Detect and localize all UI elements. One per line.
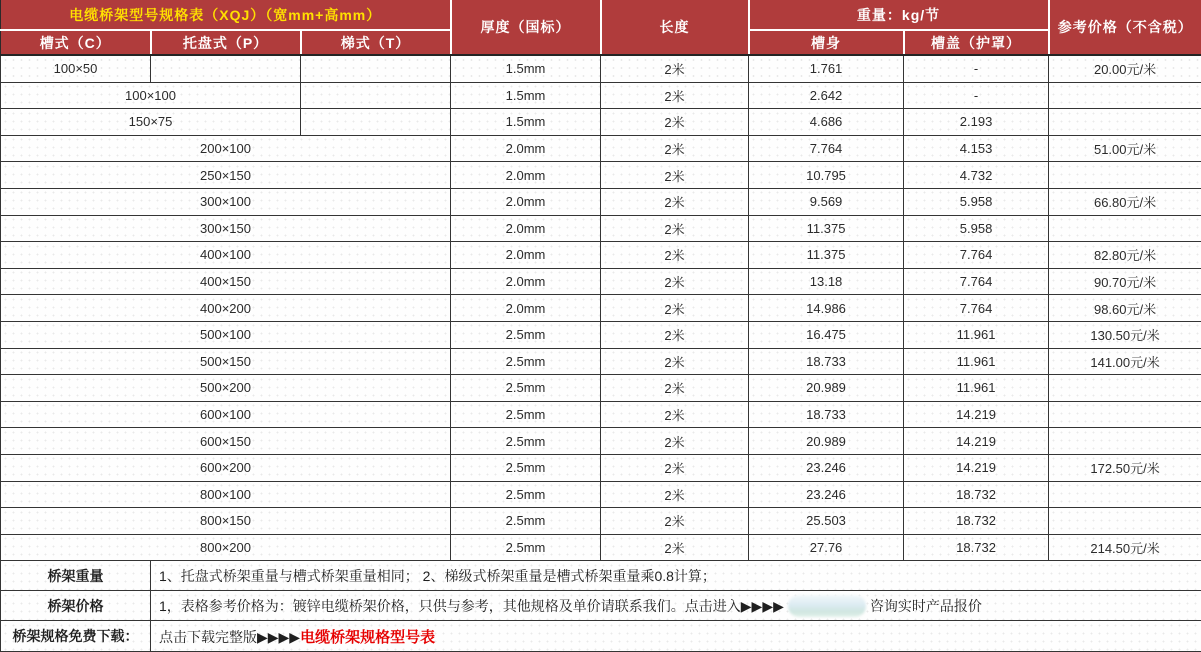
cell-price: 98.60元/米 [1049, 295, 1201, 322]
cell-length: 2米 [601, 55, 749, 82]
cell-weight-cover: 11.961 [904, 321, 1049, 348]
cell-weight-cover: - [904, 82, 1049, 109]
cell-price: 66.80元/米 [1049, 188, 1201, 215]
cell-weight-body: 20.989 [749, 375, 904, 402]
cell-length: 2米 [601, 321, 749, 348]
cell-weight-cover: 5.958 [904, 188, 1049, 215]
cell-thickness: 2.0mm [451, 188, 601, 215]
table-row [1, 215, 1201, 242]
spec-table-body [1, 55, 1201, 561]
cell-weight-cover: 7.764 [904, 295, 1049, 322]
cell-price [1049, 162, 1201, 189]
cell-weight-body: 4.686 [749, 109, 904, 136]
cell-thickness: 2.5mm [451, 534, 601, 561]
cell-price: 141.00元/米 [1049, 348, 1201, 375]
cell-weight-cover: 11.961 [904, 375, 1049, 402]
cell-price [1049, 375, 1201, 402]
note-row-price [1, 591, 1201, 621]
cell-thickness: 2.5mm [451, 401, 601, 428]
cell-weight-body: 11.375 [749, 242, 904, 269]
price-note-after: 咨询实时产品报价 [870, 598, 982, 614]
cell-weight-body: 23.246 [749, 454, 904, 481]
cell-price [1049, 401, 1201, 428]
table-row [1, 109, 1201, 136]
cell-price: 172.50元/米 [1049, 454, 1201, 481]
cell-length: 2米 [601, 135, 749, 162]
cell-length: 2米 [601, 82, 749, 109]
cell-length: 2米 [601, 454, 749, 481]
cell-size: 600×100 [1, 401, 451, 428]
cell-thickness: 2.0mm [451, 295, 601, 322]
table-row [1, 534, 1201, 561]
header-trough-type: 槽式（C） [1, 30, 151, 55]
cell-thickness: 2.0mm [451, 162, 601, 189]
cell-thickness: 1.5mm [451, 82, 601, 109]
cell-thickness: 1.5mm [451, 109, 601, 136]
table-row [1, 268, 1201, 295]
note-row-download [1, 621, 1201, 652]
table-row [1, 454, 1201, 481]
cell-length: 2米 [601, 401, 749, 428]
cell-length: 2米 [601, 375, 749, 402]
redacted-contact [788, 595, 866, 617]
cell-size: 600×150 [1, 428, 451, 455]
cell-size: 100×100 [1, 82, 301, 109]
download-text: 点击下载完整版▶▶▶▶ [159, 629, 300, 645]
note-row-weight [1, 561, 1201, 591]
header-weight-group: 重量：kg/节 [749, 0, 1049, 30]
cell-thickness: 2.0mm [451, 215, 601, 242]
cell-price [1049, 428, 1201, 455]
cell-price [1049, 109, 1201, 136]
cell-thickness: 2.0mm [451, 242, 601, 269]
cell-size: 500×100 [1, 321, 451, 348]
price-note-text [151, 591, 1201, 621]
cell-thickness: 2.5mm [451, 348, 601, 375]
cell-size: 300×150 [1, 215, 451, 242]
cell-weight-cover: 2.193 [904, 109, 1049, 136]
table-row [1, 135, 1201, 162]
cell-size-tray [151, 55, 301, 82]
table-header [1, 0, 1201, 55]
cell-thickness: 2.5mm [451, 508, 601, 535]
cell-thickness: 1.5mm [451, 55, 601, 82]
download-label: 桥架规格免费下载： [1, 621, 151, 652]
cell-price: 51.00元/米 [1049, 135, 1201, 162]
cell-thickness: 2.5mm [451, 481, 601, 508]
cell-length: 2米 [601, 508, 749, 535]
cell-length: 2米 [601, 268, 749, 295]
cell-size: 250×150 [1, 162, 451, 189]
cell-length: 2米 [601, 215, 749, 242]
cell-price [1049, 481, 1201, 508]
cell-weight-body: 16.475 [749, 321, 904, 348]
cell-weight-body: 9.569 [749, 188, 904, 215]
table-title: 电缆桥架型号规格表（XQJ）（宽mm+高mm） [1, 0, 451, 30]
cell-weight-cover: - [904, 55, 1049, 82]
table-row [1, 321, 1201, 348]
table-row [1, 375, 1201, 402]
cell-thickness: 2.0mm [451, 135, 601, 162]
cell-length: 2米 [601, 534, 749, 561]
weight-note-text: 1、托盘式桥架重量与槽式桥架重量相同； 2、梯级式桥架重量是槽式桥架重量乘0.8计算； [151, 561, 1201, 591]
cell-price: 20.00元/米 [1049, 55, 1201, 82]
cell-thickness: 2.5mm [451, 454, 601, 481]
cell-thickness: 2.5mm [451, 375, 601, 402]
table-row [1, 295, 1201, 322]
table-notes [1, 561, 1201, 652]
cell-length: 2米 [601, 109, 749, 136]
cell-weight-body: 11.375 [749, 215, 904, 242]
cell-weight-cover: 7.764 [904, 242, 1049, 269]
cell-size-ladder [301, 55, 451, 82]
header-length: 长度 [601, 0, 749, 55]
cell-price: 130.50元/米 [1049, 321, 1201, 348]
table-row [1, 188, 1201, 215]
cell-weight-body: 25.503 [749, 508, 904, 535]
cell-size: 800×200 [1, 534, 451, 561]
cell-weight-body: 23.246 [749, 481, 904, 508]
table-row [1, 348, 1201, 375]
cell-weight-cover: 4.732 [904, 162, 1049, 189]
cell-size: 400×100 [1, 242, 451, 269]
cell-length: 2米 [601, 481, 749, 508]
cell-weight-cover: 14.219 [904, 454, 1049, 481]
cell-length: 2米 [601, 348, 749, 375]
cell-size: 400×200 [1, 295, 451, 322]
cell-price: 214.50元/米 [1049, 534, 1201, 561]
cell-weight-body: 27.76 [749, 534, 904, 561]
cell-weight-cover: 14.219 [904, 428, 1049, 455]
table-row [1, 55, 1201, 82]
weight-note-label: 桥架重量 [1, 561, 151, 591]
cell-weight-body: 2.642 [749, 82, 904, 109]
cell-price: 82.80元/米 [1049, 242, 1201, 269]
cell-weight-body: 7.764 [749, 135, 904, 162]
table-row [1, 428, 1201, 455]
cell-weight-body: 10.795 [749, 162, 904, 189]
header-ladder-type: 梯式（T） [301, 30, 451, 55]
price-note-before: 1，表格参考价格为：镀锌电缆桥架价格，只供与参考，其他规格及单价请联系我们。点击进入▶▶▶▶ [159, 598, 784, 614]
table-row [1, 508, 1201, 535]
header-thickness: 厚度（国标） [451, 0, 601, 55]
cell-thickness: 2.5mm [451, 428, 601, 455]
cell-weight-cover: 18.732 [904, 534, 1049, 561]
cell-weight-cover: 7.764 [904, 268, 1049, 295]
header-price: 参考价格（不含税） [1049, 0, 1201, 55]
cell-size: 300×100 [1, 188, 451, 215]
cell-weight-body: 13.18 [749, 268, 904, 295]
cell-weight-body: 18.733 [749, 348, 904, 375]
table-row [1, 82, 1201, 109]
cell-length: 2米 [601, 188, 749, 215]
header-tray-type: 托盘式（P） [151, 30, 301, 55]
cell-price: 90.70元/米 [1049, 268, 1201, 295]
cell-weight-body: 20.989 [749, 428, 904, 455]
cell-weight-body: 14.986 [749, 295, 904, 322]
table-row [1, 242, 1201, 269]
cell-size-ladder [301, 109, 451, 136]
table-row [1, 162, 1201, 189]
cell-size: 150×75 [1, 109, 301, 136]
cell-size: 200×100 [1, 135, 451, 162]
table-row [1, 401, 1201, 428]
cell-weight-cover: 11.961 [904, 348, 1049, 375]
cell-weight-cover: 18.732 [904, 508, 1049, 535]
cell-size: 500×150 [1, 348, 451, 375]
cell-price [1049, 508, 1201, 535]
cell-price [1049, 82, 1201, 109]
cell-thickness: 2.0mm [451, 268, 601, 295]
header-weight-body: 槽身 [749, 30, 904, 55]
cell-weight-cover: 5.958 [904, 215, 1049, 242]
cell-weight-cover: 18.732 [904, 481, 1049, 508]
cell-weight-body: 1.761 [749, 55, 904, 82]
cell-size: 100×50 [1, 55, 151, 82]
cell-weight-cover: 4.153 [904, 135, 1049, 162]
cell-size: 800×100 [1, 481, 451, 508]
cell-length: 2米 [601, 242, 749, 269]
cell-size: 800×150 [1, 508, 451, 535]
cell-size: 600×200 [1, 454, 451, 481]
price-note-label: 桥架价格 [1, 591, 151, 621]
table-row [1, 481, 1201, 508]
cell-size-ladder [301, 82, 451, 109]
cell-length: 2米 [601, 162, 749, 189]
cell-weight-cover: 14.219 [904, 401, 1049, 428]
cell-size: 400×150 [1, 268, 451, 295]
cell-weight-body: 18.733 [749, 401, 904, 428]
download-cell [151, 621, 1201, 652]
cell-price [1049, 215, 1201, 242]
cell-length: 2米 [601, 428, 749, 455]
cell-size: 500×200 [1, 375, 451, 402]
header-weight-cover: 槽盖（护罩） [904, 30, 1049, 55]
download-link[interactable]: 电缆桥架规格型号表 [300, 629, 435, 646]
cell-length: 2米 [601, 295, 749, 322]
cell-thickness: 2.5mm [451, 321, 601, 348]
